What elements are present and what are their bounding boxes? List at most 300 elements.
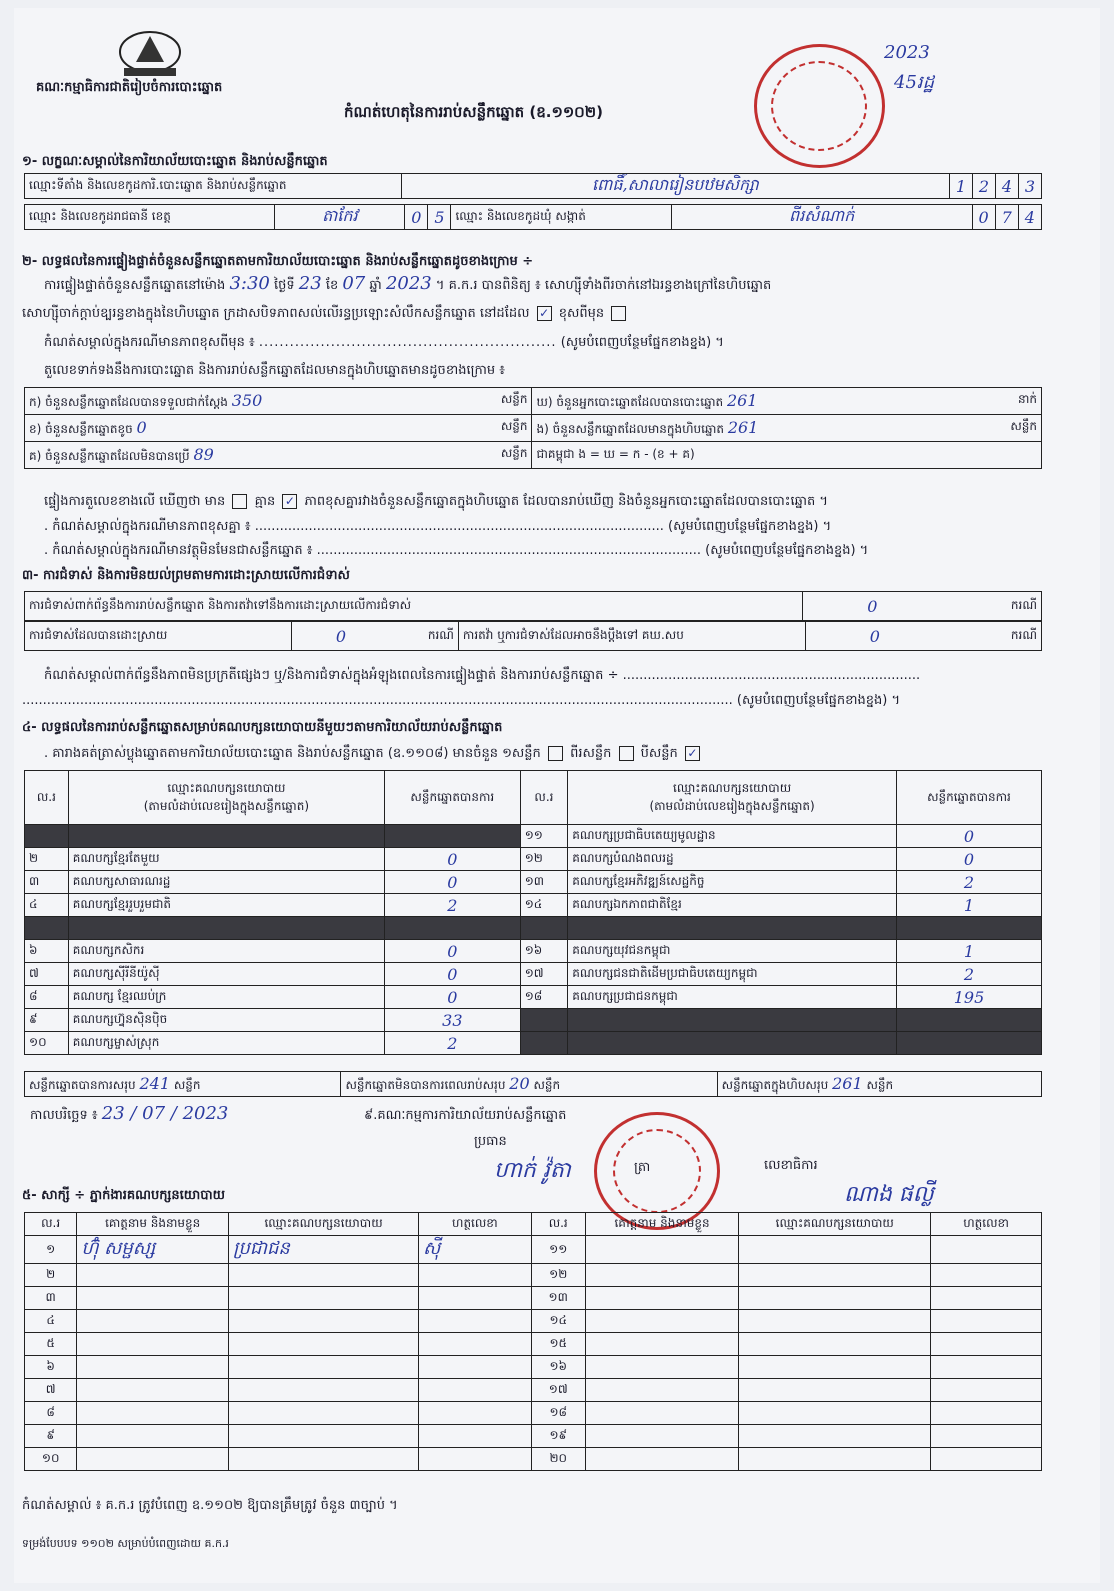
witness-signature xyxy=(419,1402,532,1425)
party-no: ១៣ xyxy=(520,871,568,894)
col-no-header: ល.រ xyxy=(25,771,69,825)
total-label: សន្លឹកឆ្នោតបានការសរុប xyxy=(29,1077,136,1092)
witness-row xyxy=(25,1264,1042,1287)
witness-no: ១៨ xyxy=(531,1402,585,1425)
party-name: គណបក្សប្រជាជនកម្ពុជា xyxy=(568,986,897,1009)
note-text: កំណត់សម្គាល់ក្នុងករណីមានភាពខុសពីមុន ៖ xyxy=(44,335,255,350)
sheet-count-line xyxy=(44,746,703,762)
col-votes-header: សន្លឹកឆ្នោតបានការ xyxy=(896,771,1041,825)
witness-no: ១៣ xyxy=(531,1287,585,1310)
province-table xyxy=(24,204,1042,230)
witness-signature xyxy=(931,1236,1042,1264)
witness-name xyxy=(585,1264,739,1287)
party-votes: 2 xyxy=(384,894,520,917)
witness-no: ៩ xyxy=(25,1425,77,1448)
note-text: . កំណត់សម្គាល់ក្នុងករណីមានភាពខុសគ្នា ៖ xyxy=(44,519,251,534)
objection-unit: ករណី xyxy=(427,627,454,642)
party-name: គណបក្សជនជាតិដើមប្រជាធិបតេយ្យកម្ពុជា xyxy=(568,963,897,986)
party-votes xyxy=(896,1009,1041,1032)
discrepancy-text: ភាពខុសគ្នារវាងចំនួនសន្លឹកឆ្នោតក្នុងហិបឆ្នោត ដែលបានរាប់ឃើញ និងចំនួនអ្នកបោះឆ្នោតដែលបានបោះឆ្នោត ។ xyxy=(304,494,828,509)
party-votes: 0 xyxy=(384,963,520,986)
results-row xyxy=(25,1009,1042,1032)
witness-no: ៦ xyxy=(25,1356,77,1379)
party-no xyxy=(520,1032,568,1055)
witness-name xyxy=(585,1379,739,1402)
date-label: កាលបរិច្ឆេទ ៖ xyxy=(30,1108,98,1123)
total-unit: សន្លឹក xyxy=(866,1077,894,1092)
col-party-title: ឈ្មោះគណបក្សនយោបាយ xyxy=(673,780,792,795)
witness-row xyxy=(25,1448,1042,1471)
witness-party xyxy=(229,1402,419,1425)
station-table xyxy=(24,173,1042,199)
party-name: គណបក្សស៊ីរីនីយ៉ូស៊ី xyxy=(68,963,384,986)
discrepancy-text: គ្មាន xyxy=(254,494,276,509)
witness-signature xyxy=(419,1287,532,1310)
verification-line-2 xyxy=(22,306,629,322)
verification-text: សោហ្ស៊ីចាក់ក្ដាប់ឧ្បរន្ធខាងក្នុងនៃហិបឆ្នោត ក្រដាសបិទភាពសល់លើរន្ធប្រឡោះសំលឹកសន្លឹកឆ្នោត នៅដដែល xyxy=(22,306,530,321)
results-table xyxy=(24,770,1042,1055)
committee-name: គណៈកម្មាធិការជាតិរៀបចំការបោះឆ្នោត xyxy=(36,80,223,95)
witness-col-party: ឈ្មោះគណបក្សនយោបាយ xyxy=(229,1213,419,1236)
witness-party xyxy=(739,1402,931,1425)
witness-no: ១១ xyxy=(531,1236,585,1264)
station-code-digit: 1 xyxy=(950,174,973,199)
party-votes: 0 xyxy=(896,848,1041,871)
ballot-count-table xyxy=(24,387,1042,469)
unchanged-checkbox[interactable]: ✓ xyxy=(537,306,552,321)
witness-name xyxy=(77,1402,229,1425)
witness-no: ៥ xyxy=(25,1333,77,1356)
results-row xyxy=(25,894,1042,917)
witness-signature xyxy=(931,1264,1042,1287)
witness-row xyxy=(25,1402,1042,1425)
count-label: ក) ចំនួនសន្លឹកឆ្នោតដែលបានទទួលជាក់ស្ដែង xyxy=(29,394,228,409)
count-label: ឃ) ចំនួនអ្នកបោះឆ្នោតដែលបានបោះឆ្នោត xyxy=(536,394,724,409)
sheet-count-text: . គារាងគត់ត្រាស់ប្លុងឆ្នោតតាមការិយាល័យបោះឆ្នោត និងរាប់សន្លឹកឆ្នោត (ឧ.១១០៨) មានចំនួន ១សន្លឹក xyxy=(44,746,541,761)
party-name: គណបក្សបំណងពលរដ្ឋ xyxy=(568,848,897,871)
witness-party xyxy=(739,1310,931,1333)
secretary-label: លេខាធិការ xyxy=(764,1158,818,1173)
note-text: (សូមបំពេញបន្ថែមផ្នែកខាងខ្នង) ។ xyxy=(560,335,724,350)
party-no: ១៤ xyxy=(520,894,568,917)
results-row xyxy=(25,1032,1042,1055)
verification-text: ការផ្ទៀងផ្ទាត់ចំនួនសន្លឹកឆ្នោតនៅម៉ោង xyxy=(44,278,226,293)
total-unit: សន្លឹក xyxy=(173,1077,201,1092)
province-code-digit: 0 xyxy=(405,205,428,230)
party-name: គណបក្សសាធារណរដ្ឋ xyxy=(68,871,384,894)
witness-no: ១៧ xyxy=(531,1379,585,1402)
witness-signature xyxy=(931,1448,1042,1471)
note-changes: កំណត់សម្គាល់ក្នុងករណីមានភាពខុសពីមុន ៖ .......................................................... (សូមបំពេញបន្ថែមផ្នែកខាងខ្នង) ។ xyxy=(44,335,724,350)
emblem-icon xyxy=(114,28,186,80)
station-code-digit: 3 xyxy=(1018,174,1041,199)
seal-label: ត្រា xyxy=(634,1160,651,1175)
party-no xyxy=(520,1009,568,1032)
col-party-header xyxy=(568,771,897,825)
date-value: 23 / 07 / 2023 xyxy=(101,1103,229,1124)
witness-name xyxy=(585,1236,739,1264)
objection-unit: ករណី xyxy=(1010,597,1037,612)
party-no xyxy=(25,917,69,940)
witness-signature xyxy=(419,1264,532,1287)
results-row xyxy=(25,940,1042,963)
witness-name xyxy=(77,1333,229,1356)
results-row xyxy=(25,825,1042,848)
witness-col-sign: ហត្ថលេខា xyxy=(931,1213,1042,1236)
party-votes: 0 xyxy=(384,871,520,894)
witness-signature xyxy=(419,1448,532,1471)
results-row xyxy=(25,963,1042,986)
official-seal-icon xyxy=(754,44,885,168)
note-difference: . កំណត់សម្គាល់ក្នុងករណីមានភាពខុសគ្នា ៖ ................................................................................................... (សូមបំពេញបន្ថែមផ្នែកខាងខ្នង) ។ xyxy=(44,519,832,534)
discrepancy-line xyxy=(44,494,828,510)
secretary-signature: ណាង ផល្លី xyxy=(844,1182,934,1207)
party-votes: 2 xyxy=(384,1032,520,1055)
witness-name xyxy=(585,1310,739,1333)
witness-name xyxy=(585,1402,739,1425)
verification-month: 07 xyxy=(342,273,366,294)
witness-party xyxy=(739,1379,931,1402)
count-label: ខ) ចំនួនសន្លឹកឆ្នោតខូច xyxy=(29,421,133,436)
col-party-header xyxy=(68,771,384,825)
province-code-digit: 5 xyxy=(428,205,451,230)
party-name: គណបក្សកសិករ xyxy=(68,940,384,963)
witness-name xyxy=(77,1264,229,1287)
witness-signature xyxy=(931,1379,1042,1402)
party-votes: 2 xyxy=(896,963,1041,986)
witness-name xyxy=(585,1448,739,1471)
commune-code-digit: 7 xyxy=(995,205,1018,230)
total-valid-value: 241 xyxy=(139,1073,171,1093)
commune-code-digit: 0 xyxy=(972,205,995,230)
witness-party xyxy=(229,1310,419,1333)
count-value: 350 xyxy=(231,390,263,410)
verification-text: ។ គ.ក.រ បានពិនិត្យ ៖ សោហ្ស៊ីទាំងពីរចាក់នៅឯរន្ធខាងក្រៅនៃហិបឆ្នោត xyxy=(435,278,772,293)
party-name xyxy=(568,917,897,940)
total-label: សន្លឹកឆ្នោតក្នុងហិបសរុប xyxy=(721,1077,829,1092)
discrepancy-text: ផ្ទៀងការតួលេខខាងលើ ឃើញថា មាន xyxy=(44,494,226,509)
count-label: គ) ចំនួនសន្លឹកឆ្នោតដែលមិនបានប្រើ xyxy=(29,448,190,463)
party-no: ១៨ xyxy=(520,986,568,1009)
witness-party xyxy=(739,1264,931,1287)
verification-line-1 xyxy=(44,273,772,294)
party-no: ១២ xyxy=(520,848,568,871)
witness-name xyxy=(77,1379,229,1402)
footer-note: កំណត់សម្គាល់ ៖ គ.ក.រ ត្រូវបំពេញ ឧ.១១០២ ឱ្យបានត្រឹមត្រូវ ចំនួន ៣ច្បាប់ ។ xyxy=(22,1498,398,1513)
witness-party xyxy=(229,1264,419,1287)
witness-party xyxy=(229,1287,419,1310)
party-name xyxy=(68,917,384,940)
party-no: ៧ xyxy=(25,963,69,986)
party-name: គណបក្សឯកភាពជាតិខ្មែរ xyxy=(568,894,897,917)
verification-time: 3:30 xyxy=(229,273,270,294)
witness-no: ២០ xyxy=(531,1448,585,1471)
witness-row xyxy=(25,1356,1042,1379)
note-figures: តួលេខទាក់ទងនឹងការបោះឆ្នោត និងការរាប់សន្លឹកឆ្នោតដែលមានក្នុងហិបឆ្នោតមានដូចខាងក្រោម ៖ xyxy=(44,363,505,378)
objection-count: 0 xyxy=(335,626,347,646)
party-name: គណបក្សខ្មែររួបរួមជាតិ xyxy=(68,894,384,917)
col-party-title: ឈ្មោះគណបក្សនយោបាយ xyxy=(167,780,286,795)
witness-no: ១៦ xyxy=(531,1356,585,1379)
count-value: 261 xyxy=(726,390,758,410)
party-no xyxy=(520,917,568,940)
objection-note: កំណត់សម្គាល់ពាក់ព័ន្ធនឹងភាពមិនប្រក្រតីផ្សេងៗ ឬ/និងការជំទាស់ក្នុងអំឡុងពេលនៃការផ្ទៀងផ្ទាត់ និងការរាប់សន្លឹកឆ្នោត ÷ ........................................................................ xyxy=(44,668,921,683)
station-code-digit: 4 xyxy=(995,174,1018,199)
count-unit: នាក់ xyxy=(1017,391,1037,406)
section3-heading: ៣- ការជំទាស់ និងការមិនយល់ព្រមតាមការដោះស្រាយលើការជំទាស់ xyxy=(22,568,350,583)
witness-col-name: គោត្តនាម និងនាមខ្លួន xyxy=(77,1213,229,1236)
witness-name xyxy=(77,1310,229,1333)
commune-label: ឈ្មោះ និងលេខកូដឃុំ សង្កាត់ xyxy=(451,205,671,230)
note-text: (សូមបំពេញបន្ថែមផ្នែកខាងខ្នង) ។ xyxy=(736,693,901,708)
witness-party xyxy=(229,1425,419,1448)
witness-name xyxy=(77,1356,229,1379)
two-sheet-checkbox[interactable] xyxy=(619,746,634,761)
col-party-subtitle: (តាមលំដាប់លេខរៀងក្នុងសន្លឹកឆ្នោត) xyxy=(649,798,815,813)
station-label: ឈ្មោះទីតាំង និងលេខកូដការិ.បោះឆ្នោត និងរាប់សន្លឹកឆ្នោត xyxy=(25,174,402,199)
witness-party: ប្រជាជន xyxy=(229,1236,419,1264)
party-no xyxy=(25,825,69,848)
witness-signature xyxy=(419,1310,532,1333)
note-text: (សូមបំពេញបន្ថែមផ្នែកខាងខ្នង) ។ xyxy=(705,543,869,558)
party-no: ៤ xyxy=(25,894,69,917)
witness-party xyxy=(739,1425,931,1448)
witness-row xyxy=(25,1287,1042,1310)
col-party-subtitle: (តាមលំដាប់លេខរៀងក្នុងសន្លឹកឆ្នោត) xyxy=(143,798,310,813)
witness-no: ៤ xyxy=(25,1310,77,1333)
witness-name xyxy=(77,1287,229,1310)
section2-heading: ២- លទ្ធផលនៃការផ្ទៀងផ្ទាត់ចំនួនសន្លឹកឆ្នោតតាមការិយាល័យបោះឆ្នោត និងរាប់សន្លឹកឆ្នោតដូចខាងក្រោម ÷ xyxy=(22,254,534,269)
party-votes: 0 xyxy=(896,825,1041,848)
witness-party xyxy=(229,1356,419,1379)
witness-row xyxy=(25,1310,1042,1333)
witness-row xyxy=(25,1425,1042,1448)
verification-text: ឆ្នាំ xyxy=(369,278,382,293)
witness-col-no: ល.រ xyxy=(531,1213,585,1236)
party-no: ១៦ xyxy=(520,940,568,963)
party-name xyxy=(68,825,384,848)
witness-table xyxy=(24,1212,1042,1471)
witness-signature xyxy=(931,1287,1042,1310)
party-votes xyxy=(896,1032,1041,1055)
party-votes: 0 xyxy=(384,848,520,871)
witness-row xyxy=(25,1236,1042,1264)
party-votes: 1 xyxy=(896,940,1041,963)
form-title: កំណត់ហេតុនៃការរាប់សន្លឹកឆ្នោត (ឧ.១១០២) xyxy=(344,103,604,121)
party-votes: 195 xyxy=(896,986,1041,1009)
objection-note-tail: ............................................................................................................................................................................ (សូមបំពេញបន្ថែមផ្នែកខាងខ្នង) ។ xyxy=(22,693,901,708)
discrepancy-yes-checkbox[interactable] xyxy=(232,494,247,509)
party-name xyxy=(568,1032,897,1055)
witness-no: ១ xyxy=(25,1236,77,1264)
witness-no: ១៤ xyxy=(531,1310,585,1333)
verification-text: ខែ xyxy=(325,278,339,293)
count-unit: សន្លឹក xyxy=(500,418,528,433)
objection-label: ការជំទាស់ពាក់ព័ន្ធនឹងការរាប់សន្លឹកឆ្នោត និងការតវ៉ាទៅនឹងការដោះស្រាយលើការជំទាស់ xyxy=(25,592,803,621)
verification-text: ខុសពីមុន xyxy=(558,306,605,321)
count-value: 261 xyxy=(727,417,759,437)
witness-no: ៧ xyxy=(25,1379,77,1402)
party-votes xyxy=(384,917,520,940)
committee-label: ៩.គណៈកម្មការការិយាល័យរាប់សន្លឹកឆ្នោត xyxy=(364,1108,567,1123)
objection-unit: ករណី xyxy=(1010,627,1037,642)
witness-col-party: ឈ្មោះគណបក្សនយោបាយ xyxy=(739,1213,931,1236)
witness-signature xyxy=(931,1425,1042,1448)
party-no: ១០ xyxy=(25,1032,69,1055)
party-name: គណបក្សប្រជាធិបតេយ្យមូលដ្ឋាន xyxy=(568,825,897,848)
party-no: ៣ xyxy=(25,871,69,894)
count-value: 0 xyxy=(136,417,147,437)
station-code-digit: 2 xyxy=(973,174,996,199)
witness-party xyxy=(229,1448,419,1471)
witness-no: ២ xyxy=(25,1264,77,1287)
party-name: គណបក្ស ខ្មែរឈប់ក្រ xyxy=(68,986,384,1009)
witness-col-no: ល.រ xyxy=(25,1213,77,1236)
witness-signature xyxy=(931,1333,1042,1356)
party-name xyxy=(568,1009,897,1032)
party-votes: 0 xyxy=(384,986,520,1009)
party-votes: 1 xyxy=(896,894,1041,917)
witness-signature xyxy=(419,1379,532,1402)
verification-day: 23 xyxy=(298,273,322,294)
one-sheet-checkbox[interactable] xyxy=(548,746,563,761)
verification-year: 2023 xyxy=(385,273,432,294)
station-value: ពោធិ៍,សាលារៀនបឋមសិក្សា xyxy=(401,174,949,199)
witness-no: ៨ xyxy=(25,1402,77,1425)
objection-count: 0 xyxy=(867,596,878,616)
party-name: គណបក្សម្ចាស់ស្រុក xyxy=(68,1032,384,1055)
col-no-header: ល.រ xyxy=(520,771,568,825)
witness-name xyxy=(585,1287,739,1310)
witness-party xyxy=(739,1356,931,1379)
note-objects: . កំណត់សម្គាល់ក្នុងករណីមានវត្ថុមិនមែនជាសន្លឹកឆ្នោត ៖ ............................................................................................. (សូមបំពេញបន្ថែមផ្នែកខាងខ្នង) ។ xyxy=(44,543,869,558)
chair-signature: ហាក់ វ៉ូតា xyxy=(494,1158,571,1183)
annotation-note: 45រដ្ឋ xyxy=(894,72,935,93)
section5-heading: ៥- សាក្សី ÷ ភ្នាក់ងារគណបក្សនយោបាយ xyxy=(22,1188,225,1203)
witness-name xyxy=(585,1425,739,1448)
note-text: (សូមបំពេញបន្ថែមផ្នែកខាងខ្នង) ។ xyxy=(668,519,832,534)
discrepancy-no-checkbox[interactable]: ✓ xyxy=(282,494,297,509)
party-no: ១១ xyxy=(520,825,568,848)
note-text: . កំណត់សម្គាល់ក្នុងករណីមានវត្ថុមិនមែនជាសន្លឹកឆ្នោត ៖ xyxy=(44,543,313,558)
form-page xyxy=(14,8,1100,1583)
note-text: កំណត់សម្គាល់ពាក់ព័ន្ធនឹងភាពមិនប្រក្រតីផ្សេងៗ ឬ/និងការជំទាស់ក្នុងអំឡុងពេលនៃការផ្ទៀងផ្ទាត់ និងការរាប់សន្លឹកឆ្នោត ÷ xyxy=(44,668,619,683)
sheet-count-text: ពីរសន្លឹក xyxy=(570,746,612,761)
witness-no: ១៥ xyxy=(531,1333,585,1356)
changed-checkbox[interactable] xyxy=(611,306,626,321)
party-votes: 2 xyxy=(896,871,1041,894)
witness-signature xyxy=(931,1356,1042,1379)
witness-party xyxy=(739,1333,931,1356)
count-formula: ជាគម្ពុជា ង = ឃ = ក - (ខ + គ) xyxy=(536,447,695,461)
party-no: ៩ xyxy=(25,1009,69,1032)
results-row xyxy=(25,871,1042,894)
witness-col-name: គោត្តនាម និងនាមខ្លួន xyxy=(585,1213,739,1236)
total-unit: សន្លឹក xyxy=(533,1077,561,1092)
party-name: គណបក្សយុវជនកម្ពុជា xyxy=(568,940,897,963)
count-value: 89 xyxy=(193,444,214,464)
count-unit: សន្លឹក xyxy=(500,391,528,406)
commune-value: ពីរសំណាក់ xyxy=(671,205,972,230)
witness-name xyxy=(77,1425,229,1448)
commune-code-digit: 4 xyxy=(1018,205,1041,230)
objection-table-1 xyxy=(24,591,1042,621)
witness-signature: ស៊ី xyxy=(419,1236,532,1264)
witness-name xyxy=(585,1333,739,1356)
party-no: ២ xyxy=(25,848,69,871)
witness-signature xyxy=(419,1333,532,1356)
date-line xyxy=(30,1103,229,1124)
form-version-note: ទម្រង់បែបបទ ១១០២ សម្រាប់បំពេញដោយ គ.ក.រ xyxy=(22,1537,229,1550)
witness-row xyxy=(25,1379,1042,1402)
witness-name xyxy=(585,1356,739,1379)
results-row xyxy=(25,848,1042,871)
section4-heading: ៤- លទ្ធផលនៃការរាប់សន្លឹកឆ្នោតសម្រាប់គណបក្សនយោបាយនីមួយៗតាមការិយាល័យរាប់សន្លឹកឆ្នោត xyxy=(22,720,503,735)
witness-party xyxy=(739,1236,931,1264)
party-votes xyxy=(384,825,520,848)
party-votes xyxy=(896,917,1041,940)
total-invalid-value: 20 xyxy=(509,1073,530,1093)
party-name: គណបក្សហ្វ៊ុនស៊ិនប៉ិច xyxy=(68,1009,384,1032)
results-row xyxy=(25,917,1042,940)
witness-no: ៣ xyxy=(25,1287,77,1310)
witness-name: ហ៊ុំ សម្ផស្ស xyxy=(77,1236,229,1264)
section1-heading: ១- លក្ខណៈសម្គាល់នៃការិយាល័យបោះឆ្នោត និងរាប់សន្លឹកឆ្នោត xyxy=(22,154,328,169)
witness-party xyxy=(739,1448,931,1471)
sheet-count-text: បីសន្លឹក xyxy=(640,746,678,761)
objection-count: 0 xyxy=(869,626,880,646)
total-label: សន្លឹកឆ្នោតមិនបានការពេលរាប់សរុប xyxy=(345,1077,506,1092)
total-box-value: 261 xyxy=(832,1073,863,1093)
party-no: ១៧ xyxy=(520,963,568,986)
party-no: ៦ xyxy=(25,940,69,963)
party-votes: 33 xyxy=(384,1009,520,1032)
annotation-year: 2023 xyxy=(884,42,930,63)
witness-party xyxy=(229,1379,419,1402)
chair-label: ប្រធាន xyxy=(474,1134,507,1149)
count-label: ង) ចំនួនសន្លឹកឆ្នោតដែលមានក្នុងហិបឆ្នោត xyxy=(536,421,724,436)
witness-signature xyxy=(931,1402,1042,1425)
witness-signature xyxy=(931,1310,1042,1333)
objection-label: ការតវ៉ា ឬការជំទាស់ដែលអាចនឹងប្ដឹងទៅ គឃ.សប xyxy=(458,622,805,651)
objection-table-2 xyxy=(24,621,1042,651)
count-unit: សន្លឹក xyxy=(500,445,528,460)
party-no: ៨ xyxy=(25,986,69,1009)
province-label: ឈ្មោះ និងលេខកូដរាជធានី ខេត្ត xyxy=(25,205,275,230)
witness-no: ១៩ xyxy=(531,1425,585,1448)
province-value: តាកែវ xyxy=(275,205,405,230)
witness-col-sign: ហត្ថលេខា xyxy=(419,1213,532,1236)
verification-text: ថ្ងៃទី xyxy=(274,278,295,293)
party-name: គណបក្សខ្មែរអភិវឌ្ឍន៍សេដ្ឋកិច្ច xyxy=(568,871,897,894)
results-row xyxy=(25,986,1042,1009)
party-name: គណបក្សខ្មែរតែមួយ xyxy=(68,848,384,871)
witness-signature xyxy=(419,1356,532,1379)
witness-row xyxy=(25,1333,1042,1356)
witness-party xyxy=(229,1333,419,1356)
witness-name xyxy=(77,1448,229,1471)
witness-signature xyxy=(419,1425,532,1448)
totals-table xyxy=(24,1071,1042,1097)
witness-party xyxy=(739,1287,931,1310)
witness-no: ១០ xyxy=(25,1448,77,1471)
count-unit: សន្លឹក xyxy=(1010,418,1037,433)
witness-no: ១២ xyxy=(531,1264,585,1287)
objection-label: ការជំទាស់ដែលបានដោះស្រាយ xyxy=(25,622,292,651)
col-votes-header: សន្លឹកឆ្នោតបានការ xyxy=(384,771,520,825)
party-votes: 0 xyxy=(384,940,520,963)
three-sheet-checkbox[interactable]: ✓ xyxy=(685,746,700,761)
